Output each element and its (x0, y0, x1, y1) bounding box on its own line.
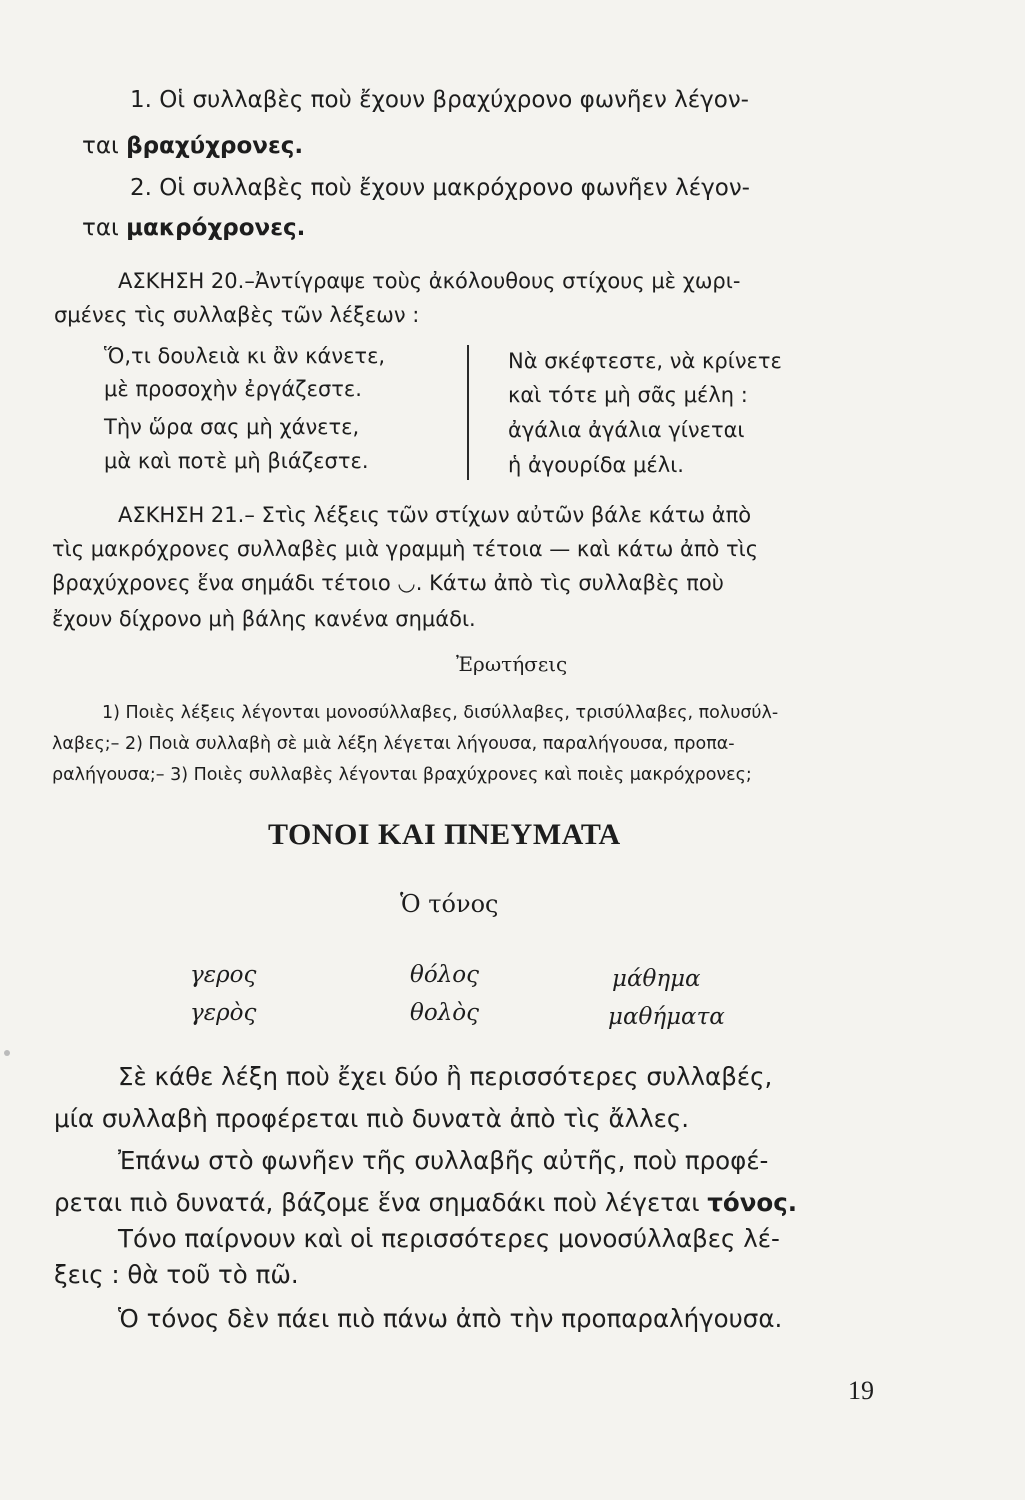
page-smudge (4, 1050, 10, 1056)
poem-left-line-3: Τὴν ὥρα σας μὴ χάνετε, (104, 415, 360, 439)
term-brachychrones: βραχύχρονες. (126, 133, 304, 159)
exercise-20-line-2: σμένες τὶς συλλαβὲς τῶν λέξεων : (54, 303, 420, 327)
body-line-1: Σὲ κάθε λέξη ποὺ ἔχει δύο ἢ περισσότερες συλλαβές, (118, 1062, 773, 1091)
example-col2-word-2: θολὸς (410, 1000, 479, 1026)
poem-left-line-4: μὰ καὶ ποτὲ μὴ βιάζεστε. (104, 449, 369, 473)
exercise-21-line-2: τὶς μακρόχρονες συλλαβὲς μιὰ γραμμὴ τέτοια — καὶ κάτω ἀπὸ τὶς (52, 537, 759, 561)
questions-line-3: ραλήγουσα;– 3) Ποιὲς συλλαβὲς λέγονται βραχύχρονες καὶ ποιὲς μακρόχρονες; (52, 765, 752, 785)
section-subheading: Ὁ τόνος (400, 890, 499, 918)
poem-right-line-1: Νὰ σκέφτεστε, νὰ κρίνετε (508, 349, 782, 373)
poem-left-line-1: Ὅ,τι δουλειὰ κι ἂν κάνετε, (104, 344, 386, 368)
body-line-4-text: ρεται πιὸ δυνατά, βάζομε ἕνα σημαδάκι ποὺ λέγεται (54, 1188, 708, 1217)
questions-line-2: λαβες;– 2) Ποιὰ συλλαβὴ σὲ μιὰ λέξη λέγεται λήγουσα, παραλήγουσα, προπα- (52, 734, 735, 754)
term-tonos: τόνος. (707, 1188, 798, 1217)
poem-right-line-3: ἀγάλια ἀγάλια γίνεται (508, 418, 745, 442)
rule-2-prefix: ται (82, 215, 127, 241)
example-col1-word-2: γερὸς (190, 1000, 257, 1026)
body-line-3: Ἐπάνω στὸ φωνῆεν τῆς συλλαβῆς αὐτῆς, ποὺ προφέ- (118, 1146, 769, 1175)
example-col2-word-1: θόλος (410, 962, 479, 988)
rule-1-prefix: ται (82, 133, 127, 159)
poem-right-line-4: ἡ ἀγουρίδα μέλι. (508, 453, 684, 477)
exercise-21-line-1: ΑΣΚΗΣΗ 21.– Στὶς λέξεις τῶν στίχων αὐτῶν βάλε κάτω ἀπὸ (118, 503, 752, 527)
exercise-21-line-3: βραχύχρονες ἕνα σημάδι τέτοιο ◡. Κάτω ἀπὸ τὶς συλλαβὲς ποὺ (52, 571, 724, 595)
rule-1-line-2 (82, 122, 303, 170)
rule-2-line-2 (82, 204, 305, 252)
example-col3-word-2: μαθήματα (608, 1004, 725, 1030)
body-line-7: Ὁ τόνος δὲν πάει πιὸ πάνω ἀπὸ τὴν προπαραλήγουσα. (118, 1304, 783, 1333)
example-col3-word-1: μάθημα (612, 966, 701, 992)
body-line-2: μία συλλαβὴ προφέρεται πιὸ δυνατὰ ἀπὸ τὶς ἄλλες. (54, 1104, 690, 1133)
body-line-5: Τόνο παίρνουν καὶ οἱ περισσότερες μονοσύλλαβες λέ- (118, 1224, 780, 1253)
term-makrochrones: μακρόχρονες. (126, 215, 306, 241)
poem-left-line-2: μὲ προσοχὴν ἐργάζεστε. (104, 377, 362, 401)
section-heading: ΤΟΝΟΙ ΚΑΙ ΠΝΕΥΜΑΤΑ (268, 818, 621, 851)
exercise-20-line-1: ΑΣΚΗΣΗ 20.–Ἀντίγραψε τοὺς ἀκόλουθους στίχους μὲ χωρι- (118, 269, 741, 293)
example-col1-word-1: γερος (190, 962, 257, 988)
body-line-6: ξεις : θὰ τοῦ τὸ πῶ. (54, 1260, 299, 1289)
exercise-21-line-4: ἔχουν δίχρονο μὴ βάλης κανένα σημάδι. (52, 607, 476, 631)
rule-1-line-1: 1. Οἱ συλλαβὲς ποὺ ἔχουν βραχύχρονο φωνῆεν λέγον- (130, 87, 749, 113)
poem-divider (467, 345, 469, 480)
page-number: 19 (848, 1376, 874, 1405)
poem-right-line-2: καὶ τότε μὴ σᾶς μέλη : (508, 383, 748, 407)
questions-line-1: 1) Ποιὲς λέξεις λέγονται μονοσύλλαβες, δισύλλαβες, τρισύλλαβες, πολυσύλ- (102, 703, 779, 723)
rule-2-line-1: 2. Οἱ συλλαβὲς ποὺ ἔχουν μακρόχρονο φωνῆεν λέγον- (130, 175, 750, 201)
questions-title: Ἐρωτήσεις (456, 652, 568, 676)
